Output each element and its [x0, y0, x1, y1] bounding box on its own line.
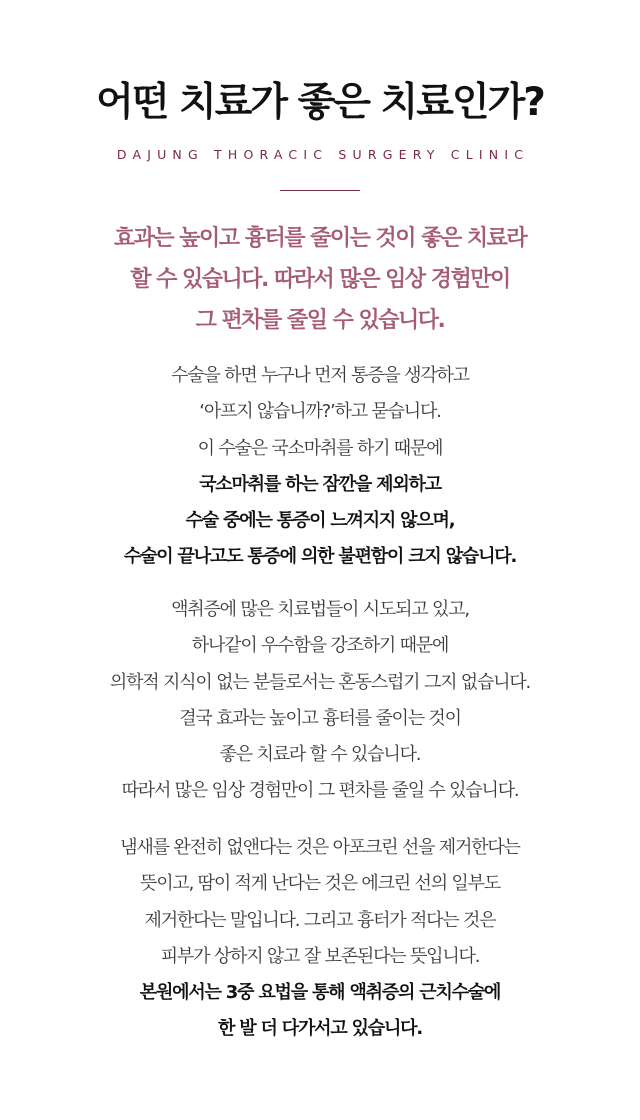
paragraph-line: ‘아프지 않습니까?’하고 묻습니다.: [199, 401, 441, 423]
paragraph-line-emphasis: 수술 중에는 통증이 느껴지지 않으며,: [185, 510, 455, 532]
paragraph-line: 좋은 치료라 할 수 있습니다.: [219, 744, 421, 766]
paragraph-line: 냄새를 완전히 없앤다는 것은 아포크린 선을 제거한다는: [120, 837, 520, 858]
paragraph-line: 뜻이고, 땀이 적게 난다는 것은 에크린 선의 일부도: [140, 873, 500, 895]
page-title: 어떤 치료가 좋은 치료인가?: [96, 80, 544, 125]
paragraph-line: 의학적 지식이 없는 분들로서는 혼동스럽기 그지 없습니다.: [109, 671, 531, 693]
paragraph-line: 결국 효과는 높이고 흉터를 줄이는 것이: [179, 707, 461, 729]
paragraph-line: 액취증에 많은 치료법들이 시도되고 있고,: [171, 599, 469, 620]
divider: [280, 190, 360, 191]
paragraph-line-emphasis: 본원에서는 3중 요법을 통해 액취증의 근치수술에: [139, 982, 501, 1004]
lead-line: 효과는 높이고 흉터를 줄이는 것이 좋은 치료라: [113, 226, 527, 251]
paragraph-line: 피부가 상하지 않고 잘 보존된다는 뜻입니다.: [160, 945, 480, 967]
paragraph-line: 수술을 하면 누구나 먼저 통증을 생각하고: [171, 365, 469, 386]
paragraph-treatments: [0, 592, 640, 810]
paragraph-line: 하나같이 우수함을 강조하기 때문에: [191, 635, 449, 657]
lead-text: [0, 218, 640, 341]
clinic-name: DAJUNG THORACIC SURGERY CLINIC: [116, 147, 530, 162]
paragraph-surgery: [0, 830, 640, 1048]
paragraph-pain: [0, 358, 640, 576]
lead-line: 할 수 있습니다. 따라서 많은 임상 경험만이: [130, 267, 510, 292]
paragraph-line-emphasis: 국소마취를 하는 잠깐을 제외하고: [199, 473, 441, 495]
paragraph-line: 제거한다는 말입니다. 그리고 흉터가 적다는 것은: [144, 909, 496, 931]
lead-line: 그 편차를 줄일 수 있습니다.: [195, 308, 445, 333]
paragraph-line: 이 수술은 국소마취를 하기 때문에: [197, 437, 443, 459]
paragraph-line-emphasis: 수술이 끝나고도 통증에 의한 불편함이 크지 않습니다.: [123, 546, 517, 568]
paragraph-line-emphasis: 한 발 더 다가서고 있습니다.: [218, 1018, 422, 1040]
paragraph-line: 따라서 많은 임상 경험만이 그 편차를 줄일 수 있습니다.: [121, 780, 519, 802]
